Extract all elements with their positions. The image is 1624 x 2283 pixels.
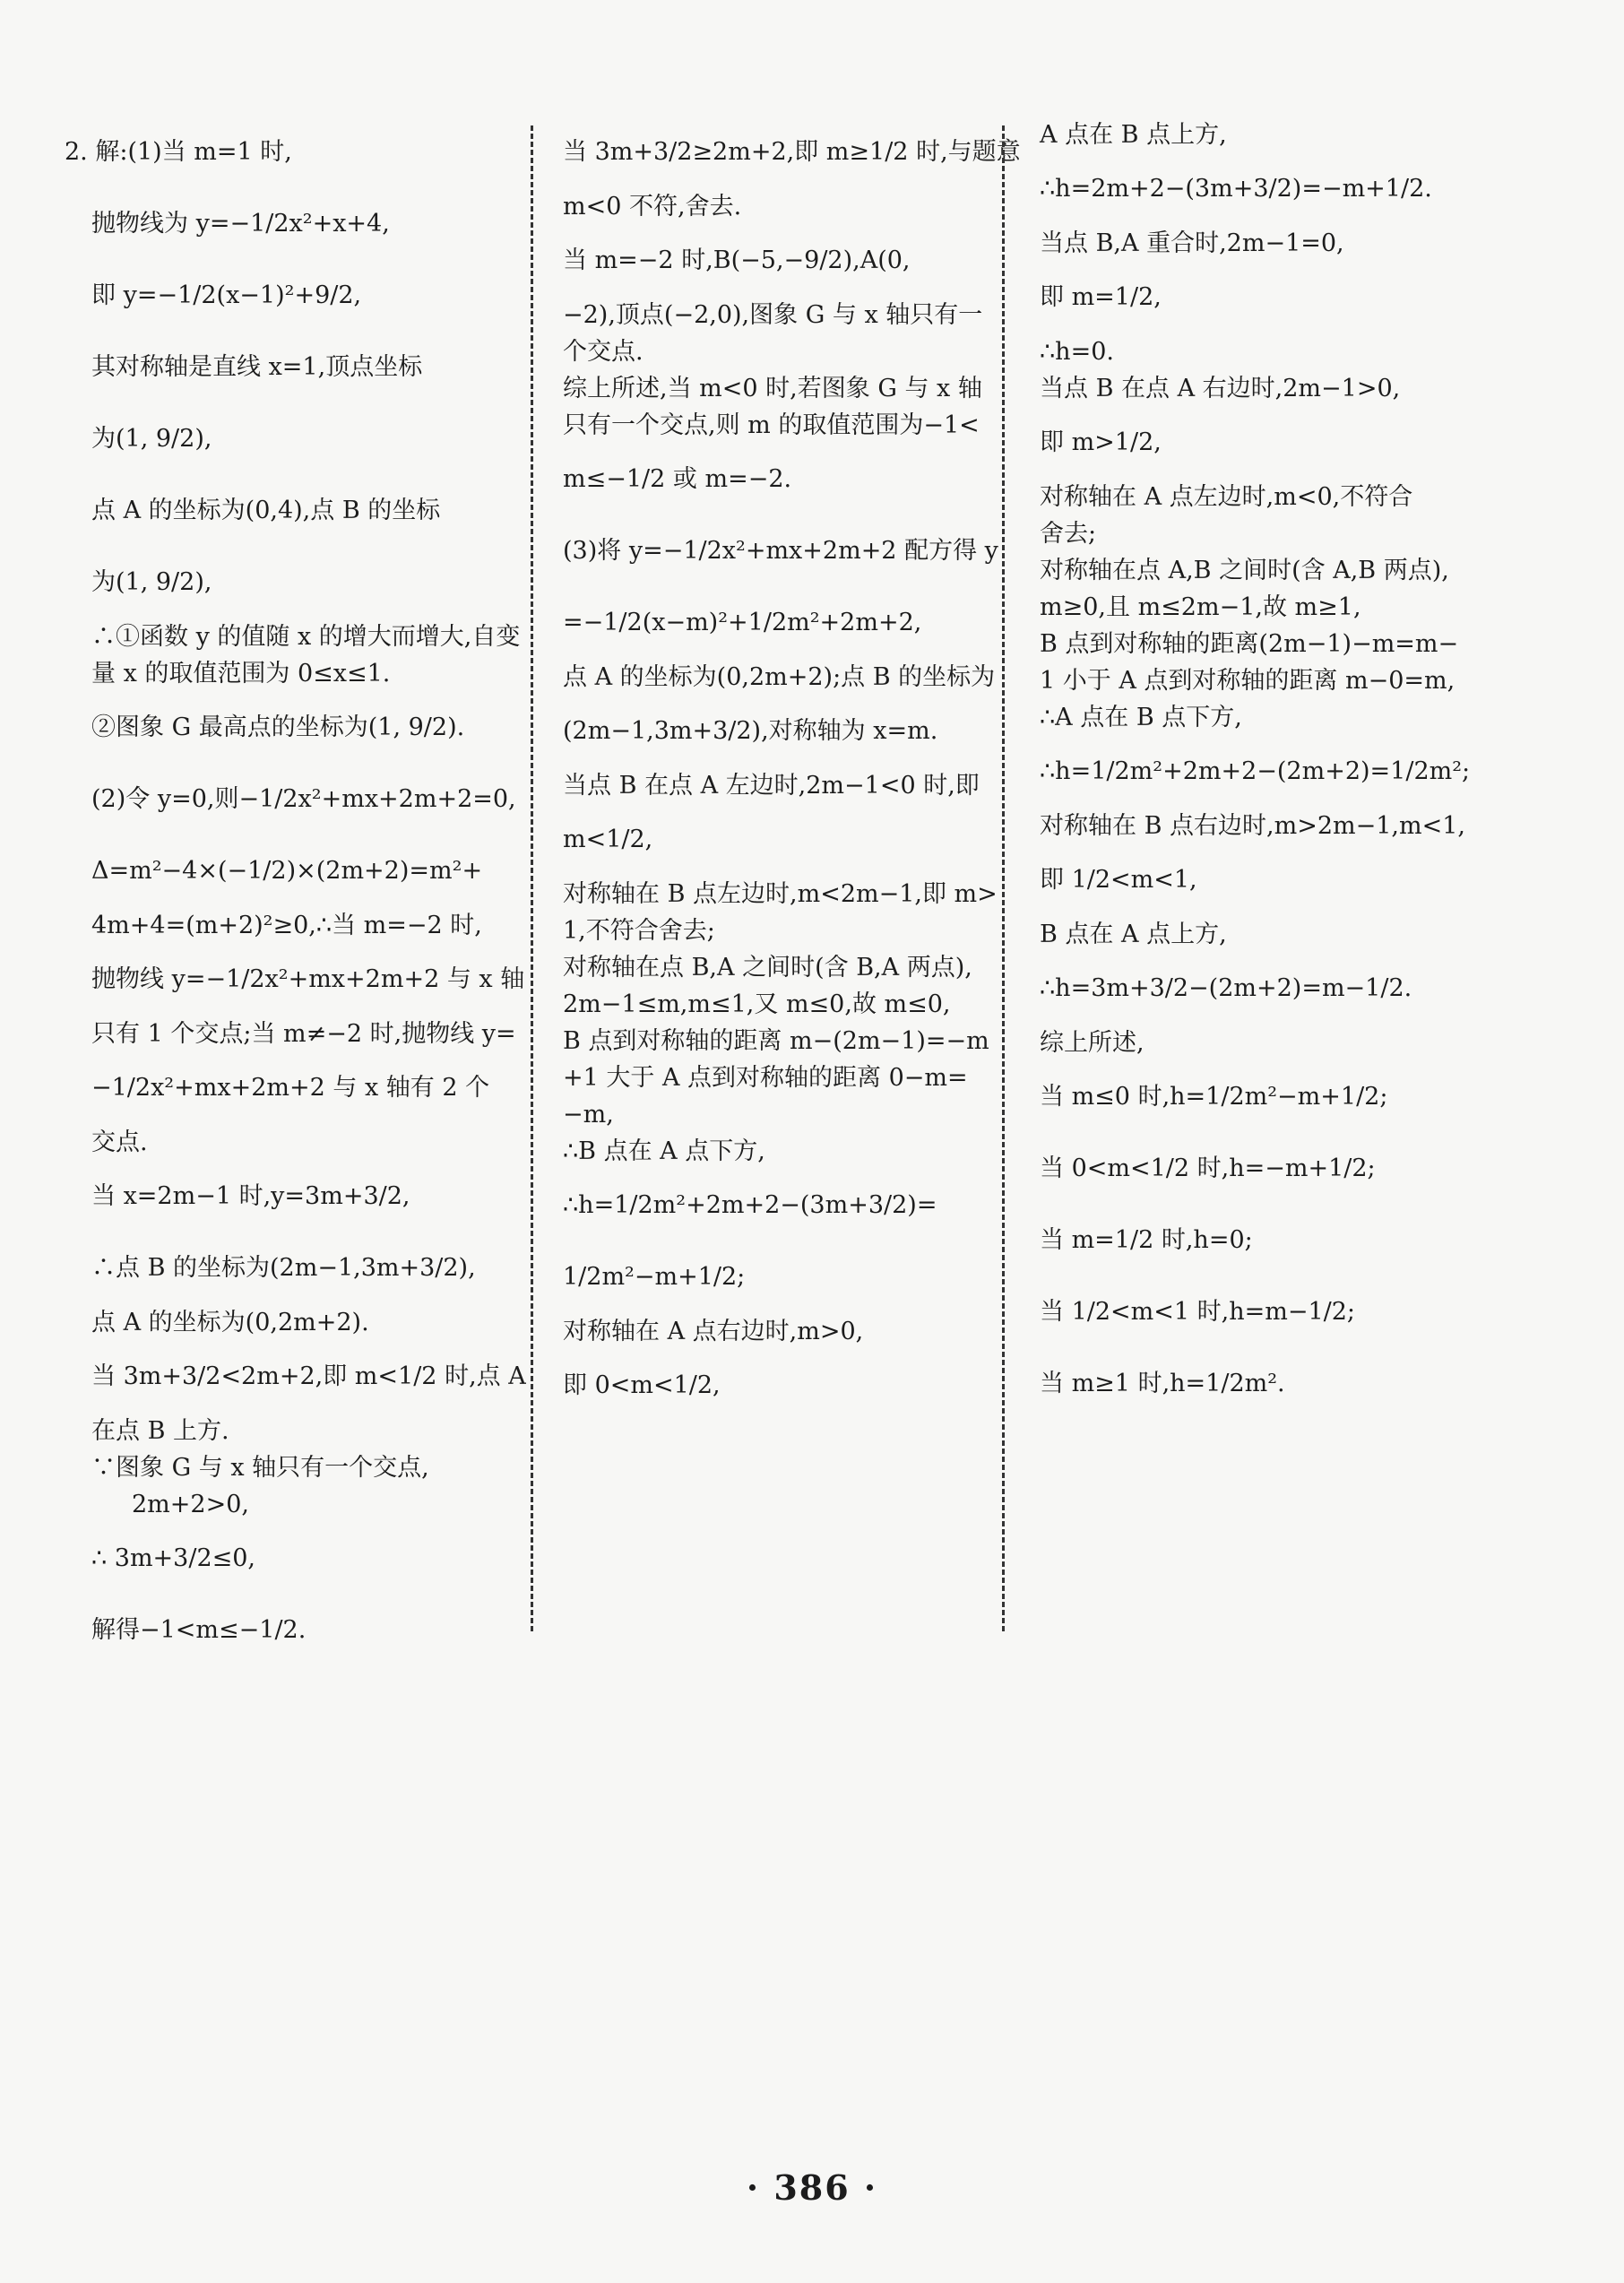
text-line: =−1/2(x−m)²+1/2m²+2m+2, [563,609,922,636]
text-line: +1 大于 A 点到对称轴的距离 0−m= [563,1064,968,1092]
text-line: B 点到对称轴的距离(2m−1)−m=m− [1040,630,1459,658]
text-line: 当 m≤0 时,h=1/2m²−m+1/2; [1040,1083,1388,1111]
text-line: 点 A 的坐标为(0,2m+2). [91,1309,369,1336]
column-divider [1002,125,1005,1631]
bullet-dot: · [746,2167,761,2208]
text-line: 当 m≥1 时,h=1/2m². [1040,1370,1285,1397]
text-line: 个交点. [563,338,644,366]
text-line: 1/2m²−m+1/2; [563,1263,746,1291]
bullet-dot: · [863,2167,878,2208]
text-line: 当 3m+3/2<2m+2,即 m<1/2 时,点 A [91,1362,526,1390]
text-line: 舍去; [1040,520,1097,548]
text-line: 对称轴在 B 点右边时,m>2m−1,m<1, [1040,812,1465,840]
text-line: 综上所述, [1040,1029,1145,1057]
text-line: 1 小于 A 点到对称轴的距离 m−0=m, [1040,667,1456,695]
text-line: ∴A 点在 B 点下方, [1040,704,1242,731]
text-line: −1/2x²+mx+2m+2 与 x 轴有 2 个 [91,1074,490,1102]
text-line: m≤−1/2 或 m=−2. [563,465,792,493]
text-line: (2m−1,3m+3/2),对称轴为 x=m. [563,717,938,745]
text-line: m≥0,且 m≤2m−1,故 m≥1, [1040,593,1361,621]
text-line: 4m+4=(m+2)²≥0,∴当 m=−2 时, [91,912,482,939]
text-line: 当 1/2<m<1 时,h=m−1/2; [1040,1298,1356,1326]
text-line: 2m−1≤m,m≤1,又 m≤0,故 m≤0, [563,990,951,1018]
text-line: (2)令 y=0,则−1/2x²+mx+2m+2=0, [91,785,516,813]
text-line: 当点 B 在点 A 右边时,2m−1>0, [1040,375,1401,402]
text-line: 即 y=−1/2(x−1)²+9/2, [91,281,362,309]
text-line: 即 0<m<1/2, [563,1371,721,1399]
text-line: B 点到对称轴的距离 m−(2m−1)=−m [563,1027,989,1055]
text-line: 点 A 的坐标为(0,4),点 B 的坐标 [91,497,441,524]
text-line: ∴h=3m+3/2−(2m+2)=m−1/2. [1040,974,1412,1002]
solution-column-2 [563,117,1021,1422]
text-line: (3)将 y=−1/2x²+mx+2m+2 配方得 y [563,537,998,565]
text-line: 对称轴在点 B,A 之间时(含 B,A 两点), [563,954,972,982]
text-line: 即 1/2<m<1, [1040,866,1197,894]
text-line: 在点 B 上方. [91,1417,229,1445]
text-line: ∴h=1/2m²+2m+2−(2m+2)=1/2m²; [1040,757,1471,785]
text-line: 2. 解:(1)当 m=1 时, [65,138,292,166]
text-line: 量 x 的取值范围为 0≤x≤1. [91,660,391,687]
text-line: −2),顶点(−2,0),图象 G 与 x 轴只有一 [563,301,983,329]
system-line-2: ∴ 3m+3/2≤0, [91,1544,256,1572]
text-line: 交点. [91,1129,148,1156]
page-number [0,2167,1624,2208]
text-line: ②图象 G 最高点的坐标为(1, 9/2). [91,713,465,741]
text-line: 对称轴在点 A,B 之间时(含 A,B 两点), [1040,557,1449,584]
text-line: 只有 1 个交点;当 m≠−2 时,抛物线 y= [91,1020,516,1048]
text-line: 抛物线为 y=−1/2x²+x+4, [91,210,390,238]
text-line: 1,不符合舍去; [563,917,715,945]
text-line: 对称轴在 A 点右边时,m>0, [563,1318,864,1345]
text-line: Δ=m²−4×(−1/2)×(2m+2)=m²+ [91,857,483,885]
text-line: 只有一个交点,则 m 的取值范围为−1< [563,411,980,439]
text-line: 对称轴在 B 点左边时,m<2m−1,即 m> [563,880,998,908]
text-line: 即 m=1/2, [1040,283,1162,311]
text-line: 点 A 的坐标为(0,2m+2);点 B 的坐标为 [563,663,996,691]
text-line: ∴点 B 的坐标为(2m−1,3m+3/2), [91,1254,476,1282]
text-line: ∴①函数 y 的值随 x 的增大而增大,自变 [91,623,521,651]
text-line: ∵图象 G 与 x 轴只有一个交点, [91,1454,429,1482]
text-line: m<0 不符,舍去. [563,193,742,221]
text-line: 综上所述,当 m<0 时,若图象 G 与 x 轴 [563,375,982,402]
text-line: 当 m=−2 时,B(−5,−9/2),A(0, [563,246,911,274]
text-line: 当 3m+3/2≥2m+2,即 m≥1/2 时,与题意 [563,138,1021,166]
solution-column-1 [65,117,526,1666]
text-line: 解得−1<m≤−1/2. [91,1616,307,1644]
text-line: ∴B 点在 A 点下方, [563,1137,765,1165]
text-line: 当 m=1/2 时,h=0; [1040,1226,1253,1254]
text-line: ∴h=0. [1040,338,1114,366]
text-line: 抛物线 y=−1/2x²+mx+2m+2 与 x 轴 [91,965,525,993]
text-line: m<1/2, [563,826,653,853]
text-line: ∴h=2m+2−(3m+3/2)=−m+1/2. [1040,175,1432,203]
text-line: 当 0<m<1/2 时,h=−m+1/2; [1040,1154,1376,1182]
page-number-value: 386 [773,2167,851,2208]
text-line: 当点 B 在点 A 左边时,2m−1<0 时,即 [563,772,980,800]
text-line: 其对称轴是直线 x=1,顶点坐标 [91,353,423,381]
text-line: ∴h=1/2m²+2m+2−(3m+3/2)= [563,1191,937,1219]
text-line: −m, [563,1101,614,1129]
text-line: 当点 B,A 重合时,2m−1=0, [1040,229,1344,257]
solution-column-3 [1040,117,1568,1420]
text-line: 当 x=2m−1 时,y=3m+3/2, [91,1182,410,1210]
text-line: B 点在 A 点上方, [1040,921,1227,948]
text-line: 即 m>1/2, [1040,428,1162,456]
text-line: 为(1, 9/2), [91,425,212,453]
text-line: A 点在 B 点上方, [1040,121,1227,149]
system-line-1: 2m+2>0, [132,1491,249,1518]
text-line: 为(1, 9/2), [91,568,212,596]
column-divider [531,125,533,1631]
text-line: 对称轴在 A 点左边时,m<0,不符合 [1040,483,1413,511]
